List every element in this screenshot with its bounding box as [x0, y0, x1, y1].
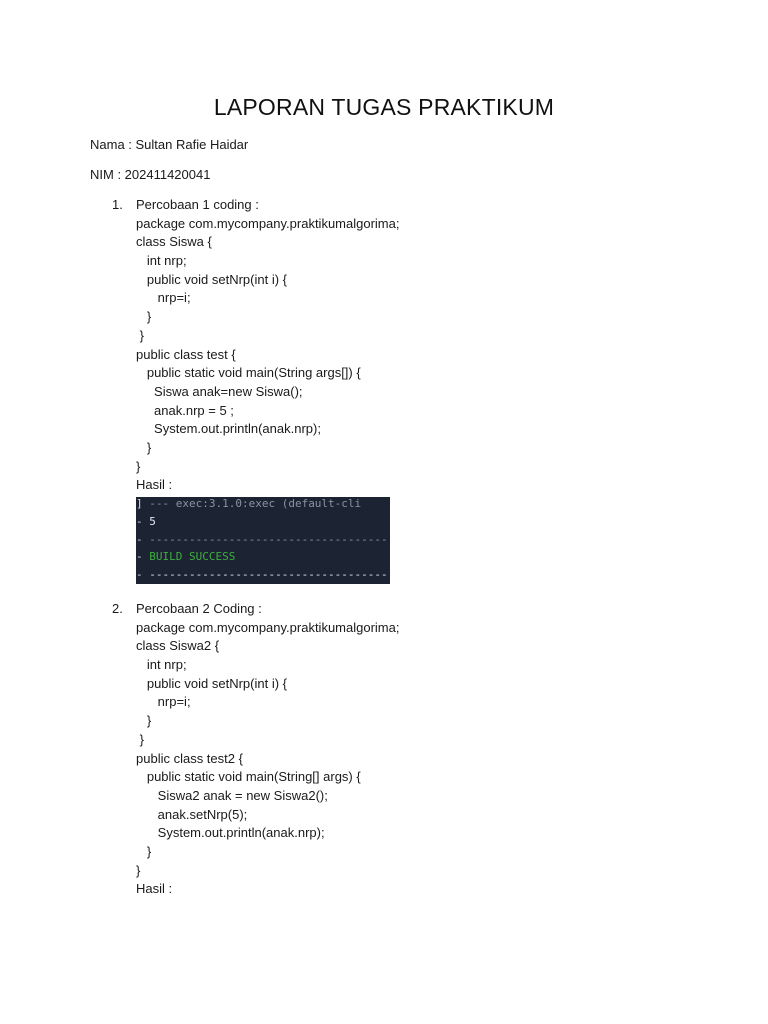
code-line: package com.mycompany.praktikumalgorima; — [136, 215, 400, 231]
code-line: } — [136, 309, 152, 325]
experiment-body — [136, 196, 656, 584]
code-line: public class test2 { — [136, 750, 243, 766]
code-line: public void setNrp(int i) { — [136, 271, 288, 287]
result-label: Hasil : — [136, 881, 173, 897]
code-line: anak.setNrp(5); — [136, 806, 248, 822]
code-line: class Siswa2 { — [136, 638, 220, 654]
student-name: Nama : Sultan Rafie Haidar — [90, 137, 249, 152]
code-line: } — [136, 862, 141, 878]
code-block — [136, 619, 656, 881]
code-line: } — [136, 731, 144, 747]
experiment-heading: Percobaan 1 coding : — [136, 197, 259, 212]
code-line: Siswa2 anak = new Siswa2(); — [136, 787, 328, 803]
code-line: public void setNrp(int i) { — [136, 675, 288, 691]
experiment-heading: Percobaan 2 Coding : — [136, 601, 262, 616]
code-line: anak.nrp = 5 ; — [136, 402, 234, 418]
code-line: int nrp; — [136, 657, 187, 673]
code-block — [136, 215, 656, 477]
code-line: nrp=i; — [136, 694, 191, 710]
terminal-line: - 5 — [136, 515, 156, 528]
list-number: 1. — [112, 197, 123, 212]
result-label: Hasil : — [136, 477, 173, 493]
code-line: Siswa anak=new Siswa(); — [136, 383, 303, 399]
code-line: } — [136, 458, 141, 474]
code-line: } — [136, 327, 144, 343]
page-title: LAPORAN TUGAS PRAKTIKUM — [213, 94, 555, 120]
code-line: } — [136, 843, 152, 859]
code-line: public static void main(String[] args) { — [136, 769, 361, 785]
student-nim: NIM : 202411420041 — [90, 167, 211, 182]
code-line: package com.mycompany.praktikumalgorima; — [136, 619, 400, 635]
terminal-line: - ------------------------------------ — [136, 568, 388, 581]
code-line: public class test { — [136, 346, 236, 362]
code-line: } — [136, 439, 152, 455]
terminal-line: - BUILD SUCCESS — [136, 550, 236, 563]
code-line: int nrp; — [136, 253, 187, 269]
list-number: 2. — [112, 601, 123, 616]
code-line: public static void main(String args[]) { — [136, 365, 361, 381]
code-line: } — [136, 713, 152, 729]
experiment-body — [136, 600, 656, 899]
code-line: class Siswa { — [136, 234, 212, 250]
terminal-output-screenshot — [136, 497, 390, 584]
terminal-line: ] --- exec:3.1.0:exec (default-cli — [136, 497, 362, 510]
code-line: System.out.println(anak.nrp); — [136, 825, 325, 841]
code-line: System.out.println(anak.nrp); — [136, 421, 321, 437]
code-line: nrp=i; — [136, 290, 191, 306]
terminal-line: - ------------------------------------ — [136, 533, 388, 546]
